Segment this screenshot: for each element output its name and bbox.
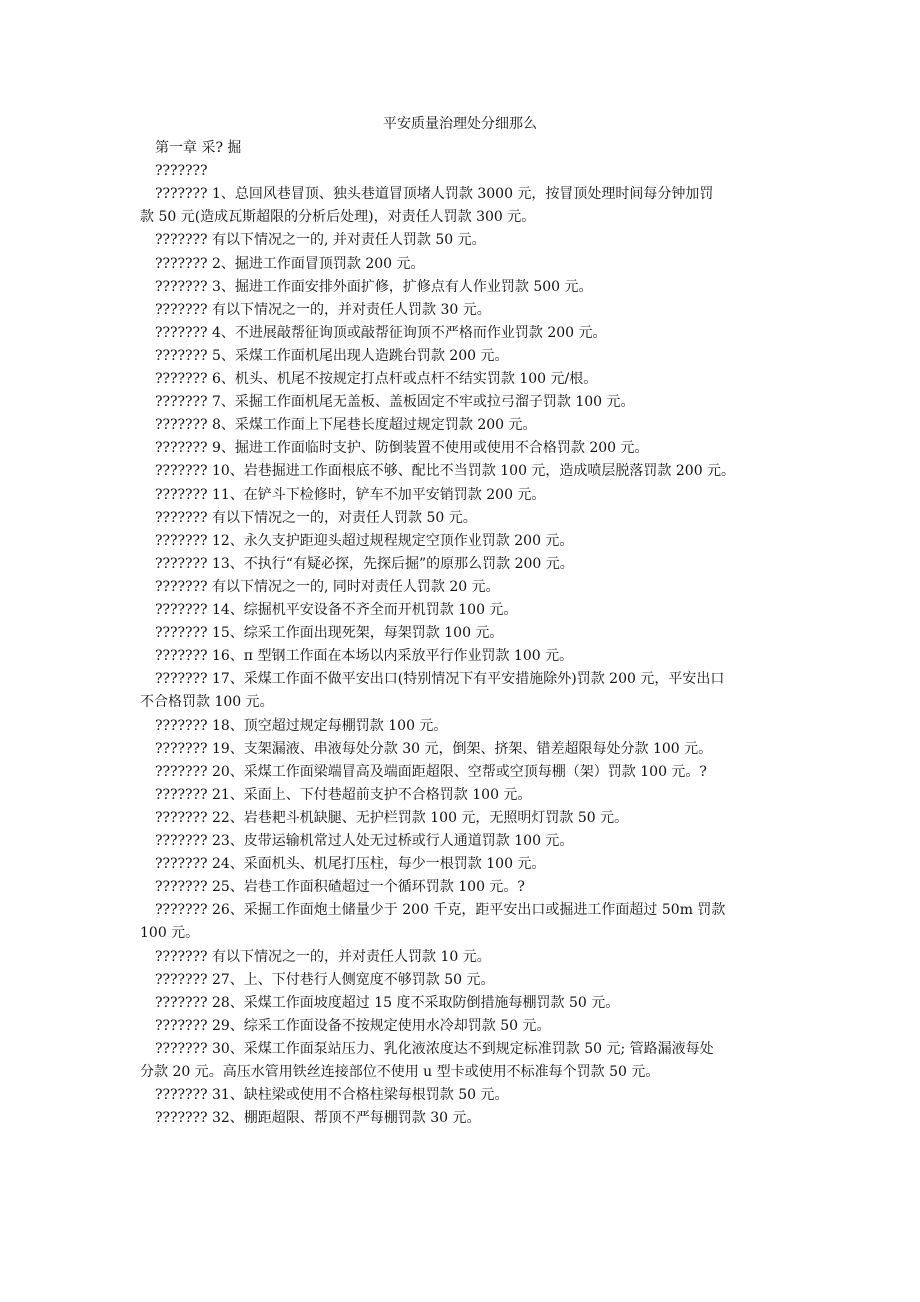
document-line: ??????? 14、综掘机平安设备不齐全而开机罚款 100 元。 xyxy=(155,602,518,618)
document-line: ??????? 30、采煤工作面泵站压力、乳化液浓度达不到规定标准罚款 50 元; 管路漏液每处 xyxy=(155,1040,714,1057)
document-line: ??????? 24、采面机头、机尾打压柱，每少一根罚款 100 元。 xyxy=(155,856,546,873)
document-line: ??????? 22、岩巷耙斗机缺腿、无护栏罚款 100 元，无照明灯罚款 50 元。 xyxy=(155,809,629,826)
document-line: ??????? 5、采煤工作面机尾出现人造跳台罚款 200 元。 xyxy=(155,347,509,364)
document-line: ??????? 25、岩巷工作面积碴超过一个循环罚款 100 元。? xyxy=(155,879,525,896)
document-line: ??????? 27、上、下付巷行人侧宽度不够罚款 50 元。 xyxy=(155,971,495,988)
document-line: ??????? 8、采煤工作面上下尾巷长度超过规定罚款 200 元。 xyxy=(155,417,537,434)
document-line: ??????? 10、岩巷掘进工作面根底不够、配比不当罚款 100 元，造成喷层脱落罚款 200 元。 xyxy=(155,463,736,480)
document-line: ??????? 28、采煤工作面坡度超过 15 度不采取防倒措施每棚罚款 50 元。 xyxy=(155,994,620,1011)
document-line: ??????? 2、掘进工作面冒顶罚款 200 元。 xyxy=(155,255,425,272)
document-line: 100 元。 xyxy=(140,925,200,942)
document-line: ??????? 9、掘进工作面临时支护、防倒装置不使用或使用不合格罚款 200 元。 xyxy=(155,440,649,457)
document-line: ??????? 21、采面上、下付巷超前支护不合格罚款 100 元。 xyxy=(155,786,532,803)
document-line: ??????? 4、不进展敲帮征询顶或敲帮征询顶不严格而作业罚款 200 元。 xyxy=(155,324,607,341)
document-line: ??????? 20、采煤工作面梁端冒高及端面距超限、空帮或空顶每棚（架）罚款 100 元。? xyxy=(155,763,707,780)
document-line: ??????? 3、掘进工作面安排外面扩修，扩修点有人作业罚款 500 元。 xyxy=(155,278,593,295)
document-line: ??????? 6、机头、机尾不按规定打点杆或点杆不结实罚款 100 元/根。 xyxy=(155,371,598,387)
document-line: ??????? 有以下情况之一的, 同时对责任人罚款 20 元。 xyxy=(155,578,500,595)
document-line: ??????? 13、不执行“有疑必探，先探后掘”的原那么罚款 200 元。 xyxy=(155,555,574,572)
document-line: ??????? 1、总回风巷冒顶、独头巷道冒顶堵人罚款 3000 元，按冒顶处理时间每分钟加罚 xyxy=(155,186,714,203)
document-line: ??????? xyxy=(155,163,208,180)
document-line: ??????? 有以下情况之一的, 并对责任人罚款 50 元。 xyxy=(155,232,486,249)
document-line: ??????? 有以下情况之一的，并对责任人罚款 10 元。 xyxy=(155,948,491,965)
document-line: ??????? 12、永久支护距迎头超过规程规定空顶作业罚款 200 元。 xyxy=(155,532,574,549)
document-line: ??????? 11、在铲斗下检修时，铲车不加平安销罚款 200 元。 xyxy=(155,486,546,503)
document-line: ??????? 23、皮带运输机常过人处无过桥或行人通道罚款 100 元。 xyxy=(155,833,574,849)
document-line: ??????? 31、缺柱梁或使用不合格柱梁每根罚款 50 元。 xyxy=(155,1087,509,1104)
document-line: ??????? 32、棚距超限、帮顶不严每棚罚款 30 元。 xyxy=(155,1110,481,1127)
document-line: 不合格罚款 100 元。 xyxy=(140,694,274,711)
document-line: ??????? 19、支架漏液、串液每处分款 30 元，倒架、挤架、错差超限每处分款 100 元。 xyxy=(155,740,713,757)
document-line: 分款 20 元。高压水管用铁丝连接部位不使用 u 型卡或使用不标准每个罚款 50 元。 xyxy=(140,1064,660,1080)
document-line: 第一章 采? 掘 xyxy=(155,140,242,156)
document-line: ??????? 17、采煤工作面不做平安出口(特别情况下有平安措施除外)罚款 200 元，平安出口 xyxy=(155,671,725,688)
document-line: ??????? 16、π 型钢工作面在本场以内采放平行作业罚款 100 元。 xyxy=(155,648,574,665)
document-line: 款 50 元(造成瓦斯超限的分析后处理)，对责任人罚款 300 元。 xyxy=(140,209,536,226)
document-line: ??????? 15、综采工作面出现死架，每架罚款 100 元。 xyxy=(155,625,504,642)
document-line: ??????? 有以下情况之一的，并对责任人罚款 30 元。 xyxy=(155,301,491,318)
document-line: ??????? 29、综采工作面设备不按规定使用水冷却罚款 50 元。 xyxy=(155,1017,551,1034)
document-line: ??????? 有以下情况之一的，对责任人罚款 50 元。 xyxy=(155,509,477,526)
document-title: 平安质量治理处分细那么 xyxy=(383,116,537,132)
document-line: ??????? 26、采掘工作面炮土储量少于 200 千克，距平安出口或掘进工作面超过 50m 罚款 xyxy=(155,902,726,919)
document-line: ??????? 18、顶空超过规定每棚罚款 100 元。 xyxy=(155,717,448,734)
document-line: ??????? 7、采掘工作面机尾无盖板、盖板固定不牢或拉弓溜子罚款 100 元。 xyxy=(155,394,635,411)
